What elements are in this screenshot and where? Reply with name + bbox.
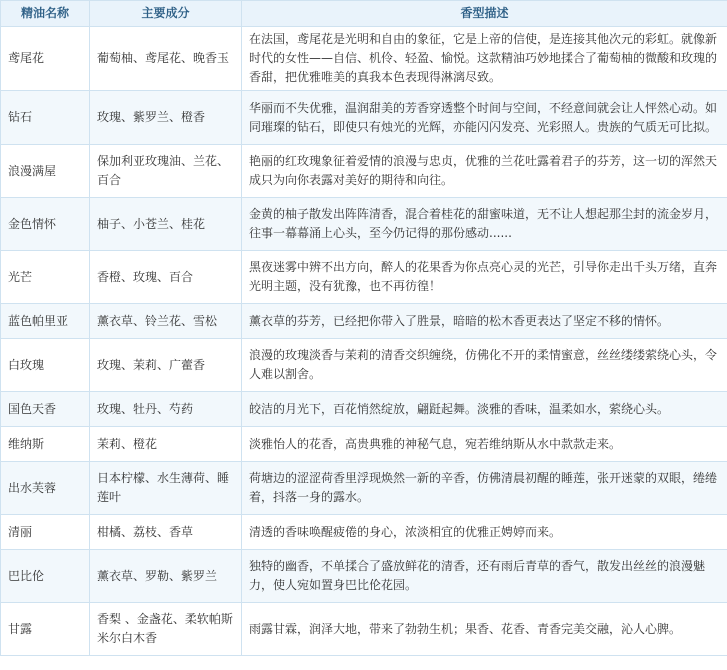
oil-description: 华丽而不失优雅，温润甜美的芳香穿透整个时间与空间，不经意间就会让人怦然心动。如同璀璨的钻石，即使只有烛光的光辉，亦能闪闪发亮、光彩照人。贵族的气质无可比拟。 xyxy=(242,91,727,145)
oil-description: 艳丽的红玫瑰象征着爱情的浪漫与忠贞，优雅的兰花吐露着君子的芬芳，这一切的浑然天成只为向你表露对美好的期待和向往。 xyxy=(242,145,727,198)
table-row xyxy=(1,550,727,603)
oil-ingredients: 香橙、玫瑰、百合 xyxy=(90,251,242,304)
table-row xyxy=(1,27,727,91)
oil-ingredients: 茉莉、橙花 xyxy=(90,427,242,462)
oil-ingredients: 玫瑰、茉莉、广藿香 xyxy=(90,339,242,392)
table-row xyxy=(1,603,727,656)
oil-ingredients: 葡萄柚、鸢尾花、晚香玉 xyxy=(90,27,242,91)
oil-name: 白玫瑰 xyxy=(1,339,90,392)
oil-name: 甘露 xyxy=(1,603,90,656)
oil-description: 金黄的柚子散发出阵阵清香，混合着桂花的甜蜜味道，无不让人想起那尘封的流金岁月，往事一幕幕涌上心头，至今仍记得的那份感动...... xyxy=(242,198,727,251)
table-row xyxy=(1,392,727,427)
oil-name: 清丽 xyxy=(1,515,90,550)
table-row xyxy=(1,198,727,251)
oil-name: 蓝色帕里亚 xyxy=(1,304,90,339)
table-row xyxy=(1,91,727,145)
oil-name: 浪漫满屋 xyxy=(1,145,90,198)
oil-name: 鸢尾花 xyxy=(1,27,90,91)
oil-description: 皎洁的月光下，百花悄然绽放，翩跹起舞。淡雅的香味，温柔如水，萦绕心头。 xyxy=(242,392,727,427)
oil-name: 维纳斯 xyxy=(1,427,90,462)
oil-ingredients: 日本柠檬、水生薄荷、睡莲叶 xyxy=(90,462,242,515)
oil-description: 薰衣草的芬芳，已经把你带入了胜景，暗暗的松木香更表达了坚定不移的情怀。 xyxy=(242,304,727,339)
header-description: 香型描述 xyxy=(242,1,727,27)
table-row xyxy=(1,251,727,304)
oil-description: 独特的幽香，不单揉合了盛放鲜花的清香，还有雨后青草的香气，散发出丝丝的浪漫魅力，使人宛如置身巴比伦花园。 xyxy=(242,550,727,603)
header-name: 精油名称 xyxy=(1,1,90,27)
table-header-row xyxy=(1,1,727,27)
oil-name: 钻石 xyxy=(1,91,90,145)
table-row xyxy=(1,304,727,339)
oil-ingredients: 香梨 、金盏花、柔软帕斯米尔白木香 xyxy=(90,603,242,656)
oil-ingredients: 柑橘、荔枝、香草 xyxy=(90,515,242,550)
oil-description: 淡雅怡人的花香，高贵典雅的神秘气息，宛若维纳斯从水中款款走来。 xyxy=(242,427,727,462)
table-row xyxy=(1,515,727,550)
oil-description: 清透的香味唤醒疲倦的身心，浓淡相宜的优雅正娉婷而来。 xyxy=(242,515,727,550)
table-row xyxy=(1,462,727,515)
oil-description: 在法国，鸢尾花是光明和自由的象征，它是上帝的信使，是连接其他次元的彩虹。就像新时代的女性——自信、机伶、轻盈、愉悦。这款精油巧妙地揉合了葡萄柚的微酸和玫瑰的香甜，把优雅唯美的真我本色表现得淋漓尽致。 xyxy=(242,27,727,91)
oil-ingredients: 玫瑰、牡丹、芍药 xyxy=(90,392,242,427)
table-row xyxy=(1,145,727,198)
oil-ingredients: 柚子、小苍兰、桂花 xyxy=(90,198,242,251)
table-row xyxy=(1,339,727,392)
oil-name: 巴比伦 xyxy=(1,550,90,603)
table-row xyxy=(1,427,727,462)
oil-ingredients: 保加利亚玫瑰油、兰花、百合 xyxy=(90,145,242,198)
oil-description: 黑夜迷雾中辨不出方向，醉人的花果香为你点亮心灵的光芒，引导你走出千头万绪，直奔光明主题，没有犹豫，也不再彷徨！ xyxy=(242,251,727,304)
oil-name: 出水芙蓉 xyxy=(1,462,90,515)
oil-name: 金色情怀 xyxy=(1,198,90,251)
header-ingredients: 主要成分 xyxy=(90,1,242,27)
oil-ingredients: 薰衣草、铃兰花、雪松 xyxy=(90,304,242,339)
oil-description: 雨露甘霖，润泽大地，带来了勃勃生机；果香、花香、青香完美交融，沁人心脾。 xyxy=(242,603,727,656)
oil-ingredients: 玫瑰、紫罗兰、橙香 xyxy=(90,91,242,145)
oil-description: 荷塘边的涩涩荷香里浮现焕然一新的辛香，仿佛清晨初醒的睡莲，张开迷蒙的双眼，绻绻着，抖落一身的露水。 xyxy=(242,462,727,515)
oil-ingredients: 薰衣草、罗勒、紫罗兰 xyxy=(90,550,242,603)
oil-name: 光芒 xyxy=(1,251,90,304)
oil-description: 浪漫的玫瑰淡香与茉莉的清香交织缠绕，仿佛化不开的柔情蜜意，丝丝缕缕萦绕心头，令人难以割舍。 xyxy=(242,339,727,392)
oil-name: 国色天香 xyxy=(1,392,90,427)
